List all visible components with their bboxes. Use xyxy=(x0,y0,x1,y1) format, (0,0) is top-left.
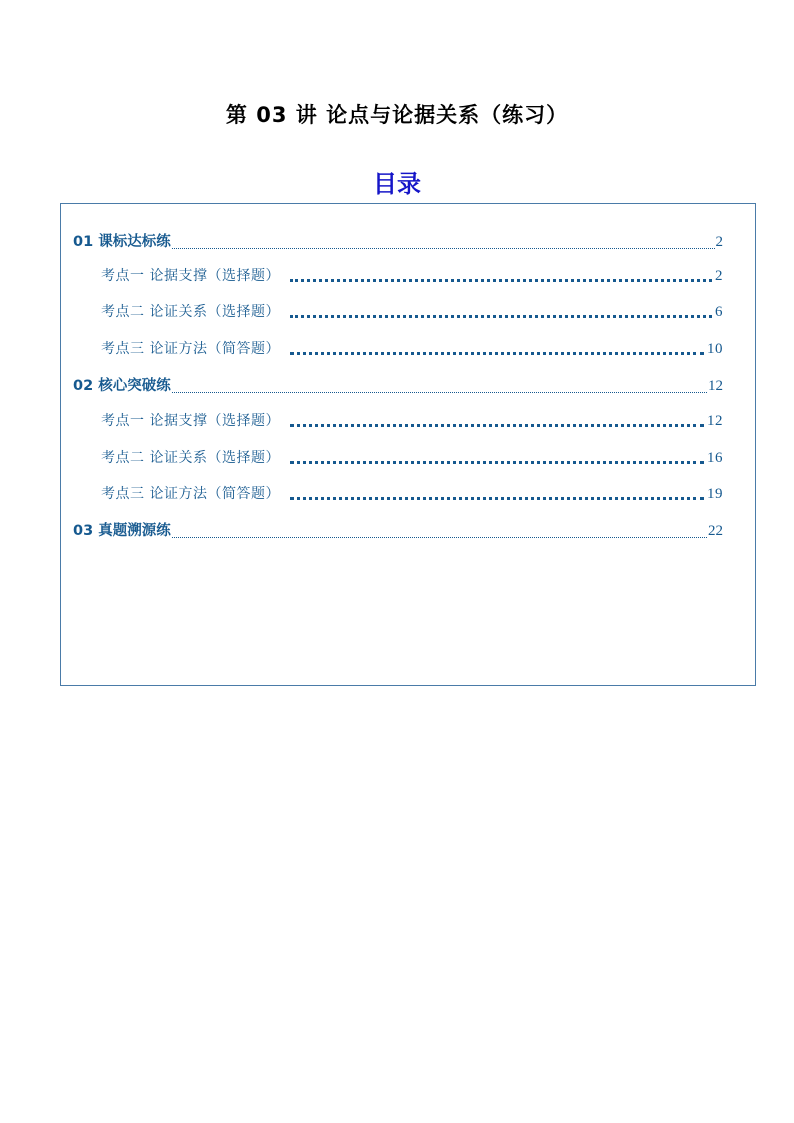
dot-leader xyxy=(172,391,707,393)
toc-entry-page: 19 xyxy=(707,486,723,502)
toc-entry-topic[interactable] xyxy=(101,301,723,321)
toc-entry-page: 10 xyxy=(707,341,723,357)
toc-entry-page: 2 xyxy=(715,234,723,250)
toc-entry-label: 考点二 论证关系（选择题） xyxy=(101,450,280,466)
document-title: 第 03 讲 论点与论据关系（练习） xyxy=(225,103,569,127)
toc-entry-page: 16 xyxy=(707,450,723,466)
toc-entry-topic[interactable] xyxy=(101,447,723,467)
toc-entry-page: 22 xyxy=(708,523,723,539)
toc-entry-label: 考点一 论据支撑（选择题） xyxy=(101,268,280,284)
toc-entry-label: 02 核心突破练 xyxy=(73,378,171,394)
dot-leader xyxy=(290,496,704,500)
toc-heading: 目录 xyxy=(373,170,421,198)
dot-leader xyxy=(172,247,715,249)
toc-entry-topic[interactable] xyxy=(101,265,723,285)
toc-entry-topic[interactable] xyxy=(101,483,723,503)
toc-entry-section-01[interactable] xyxy=(73,230,723,251)
toc-entry-page: 2 xyxy=(715,268,723,284)
dot-leader xyxy=(172,536,707,538)
toc-entry-label: 考点三 论证方法（简答题） xyxy=(101,486,280,502)
toc-entry-label: 考点一 论据支撑（选择题） xyxy=(101,413,280,429)
dot-leader xyxy=(290,278,712,282)
toc-entry-label: 03 真题溯源练 xyxy=(73,523,171,539)
toc-entry-page: 6 xyxy=(715,304,723,320)
toc-entry-page: 12 xyxy=(707,413,723,429)
dot-leader xyxy=(290,460,704,464)
toc-entry-topic[interactable] xyxy=(101,410,723,430)
dot-leader xyxy=(290,423,704,427)
toc-entry-topic[interactable] xyxy=(101,338,723,358)
dot-leader xyxy=(290,314,712,318)
toc-entry-label: 01 课标达标练 xyxy=(73,234,171,250)
table-of-contents xyxy=(60,203,756,686)
toc-entry-label: 考点二 论证关系（选择题） xyxy=(101,304,280,320)
toc-entry-section-03[interactable] xyxy=(73,519,723,540)
toc-entry-page: 12 xyxy=(708,378,723,394)
toc-entry-label: 考点三 论证方法（简答题） xyxy=(101,341,280,357)
toc-entry-section-02[interactable] xyxy=(73,374,723,395)
dot-leader xyxy=(290,351,704,355)
